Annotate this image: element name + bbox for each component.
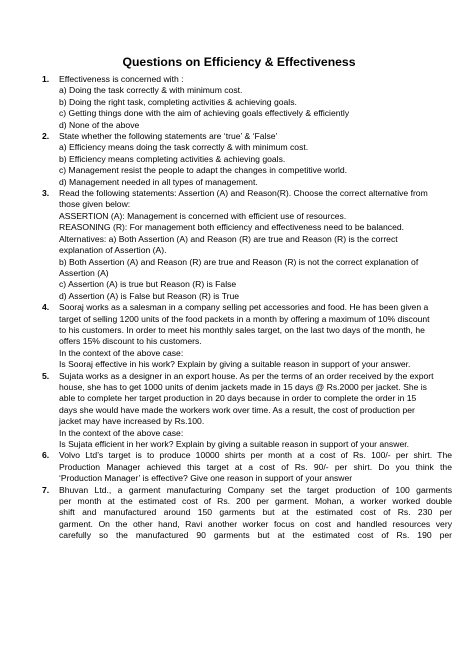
question-number: 2. xyxy=(42,131,50,142)
question-text-line: Sooraj works as a salesman in a company selling pet accessories and food. He has been given a xyxy=(59,302,429,313)
question-text-line: c) Assertion (A) is true but Reason (R) is False xyxy=(59,279,237,290)
question-text-line: b) Doing the right task, completing activities & achieving goals. xyxy=(59,96,297,107)
question-text-line: c) Management resist the people to adapt the changes in competitive world. xyxy=(59,165,348,176)
question-text-line: Is Sujata efficient in her work? Explain by giving a suitable reason in support of your answer. xyxy=(59,439,409,449)
question-number: 1. xyxy=(42,74,50,84)
question-text-line: Alternatives: a) Both Assertion (A) and Reason (R) are true and Reason (R) is the correct xyxy=(59,233,398,244)
question-text-line: ‘Production Manager’ is effective? Give one reason in support of your answer xyxy=(59,473,353,484)
question-text-line: State whether the following statements are ‘true’ & ‘False’ xyxy=(59,131,278,142)
question-text-line: able to complete her target production in 20 days because in order to complete the order in 15 xyxy=(59,393,417,404)
question-text-line: a) Efficiency means doing the task correctly & with minimum cost. xyxy=(59,142,309,153)
question-text-line: per month at the estimated cost of Rs. 200 per garment. Mohan, a worker worked double xyxy=(59,496,452,507)
question-text-line: Bhuvan Ltd., a garment manufacturing Company set the target production of 100 garments xyxy=(59,484,452,495)
question-number: 3. xyxy=(42,188,50,199)
question-list xyxy=(34,74,452,542)
question-text-line: Production Manager achieved this target at a cost of Rs. 90/- per shirt. Do you think the xyxy=(59,461,452,472)
question-text-line: jacket may have increased by Rs.100. xyxy=(59,416,205,427)
question-text-line: Volvo Ltd’s target is to produce 10000 shirts per month at a cost of Rs. 100/- per shirt. The xyxy=(59,450,452,461)
question-text-line: d) None of the above xyxy=(59,119,140,130)
question-text-line: carefully so the manufactured 90 garments but at the estimated cost of Rs. 190 per xyxy=(59,530,452,541)
question-text-line: explanation of Assertion (A). xyxy=(59,245,167,256)
question-text-line: d) Assertion (A) is False but Reason (R) is True xyxy=(59,290,240,301)
question-text-line: those given below: xyxy=(59,199,131,210)
question-item xyxy=(34,485,452,542)
question-text-line: Read the following statements: Assertion (A) and Reason(R). Choose the correct alternative from xyxy=(59,188,428,199)
question-number: 5. xyxy=(42,370,50,381)
question-text-line: Effectiveness is concerned with : xyxy=(59,74,184,84)
page-title: Questions on Efficiency & Effectiveness xyxy=(122,55,356,69)
question-number: 4. xyxy=(42,302,50,313)
question-text-line: c) Getting things done with the aim of achieving goals effectively & efficiently xyxy=(59,108,350,119)
question-text-line: d) Management needed in all types of management. xyxy=(59,176,258,187)
question-text-line: a) Doing the task correctly & with minimum cost. xyxy=(59,85,243,96)
question-text-line: In the context of the above case: xyxy=(59,427,184,438)
question-text-line: ASSERTION (A): Management is concerned with efficient use of resources. xyxy=(59,210,347,221)
question-text-line: days she would have made the workers work over time. As a result, the cost of production per xyxy=(59,404,415,415)
question-text-line: shift and manufactured around 150 garments but at the estimated cost of Rs. 230 per xyxy=(59,507,452,518)
question-number: 6. xyxy=(42,450,50,461)
question-text-line: offers 15% discount to his customers. xyxy=(59,336,202,347)
question-text-line: Is Sooraj effective in his work? Explain by giving a suitable reason in support of your answer. xyxy=(59,359,411,370)
question-item xyxy=(34,74,452,131)
question-text-line: b) Efficiency means completing activities & achieving goals. xyxy=(59,153,286,164)
question-text-line: REASONING (R): For management both efficiency and effectiveness need to be balanced. xyxy=(59,222,405,233)
question-text-line: garment. On the other hand, Ravi another worker focus on cost and handled resources very xyxy=(59,518,452,529)
question-number: 7. xyxy=(42,484,50,495)
question-text-line: house, she has to get 1000 units of denim jackets made in 15 days @ Rs.2000 per jacket. She is xyxy=(59,381,427,392)
question-item xyxy=(34,188,452,302)
question-item xyxy=(34,450,452,484)
question-text-line: Assertion (A) xyxy=(59,267,109,278)
question-item xyxy=(34,131,452,188)
question-text-line: to his customers. In order to meet his monthly sales target, on the last two days of the month, he xyxy=(59,324,425,335)
question-text-line: target of selling 1200 units of the food packets in a month by offering a maximum of 10% discount xyxy=(59,313,430,324)
question-text-line: In the context of the above case: xyxy=(59,347,184,358)
question-item xyxy=(34,371,452,451)
question-text-line: Sujata works as a designer in an export house. As per the terms of an order received by the export xyxy=(59,370,434,381)
question-item xyxy=(34,302,452,370)
question-text-line: b) Both Assertion (A) and Reason (R) are true and Reason (R) is not the correct explanation of xyxy=(59,256,419,267)
